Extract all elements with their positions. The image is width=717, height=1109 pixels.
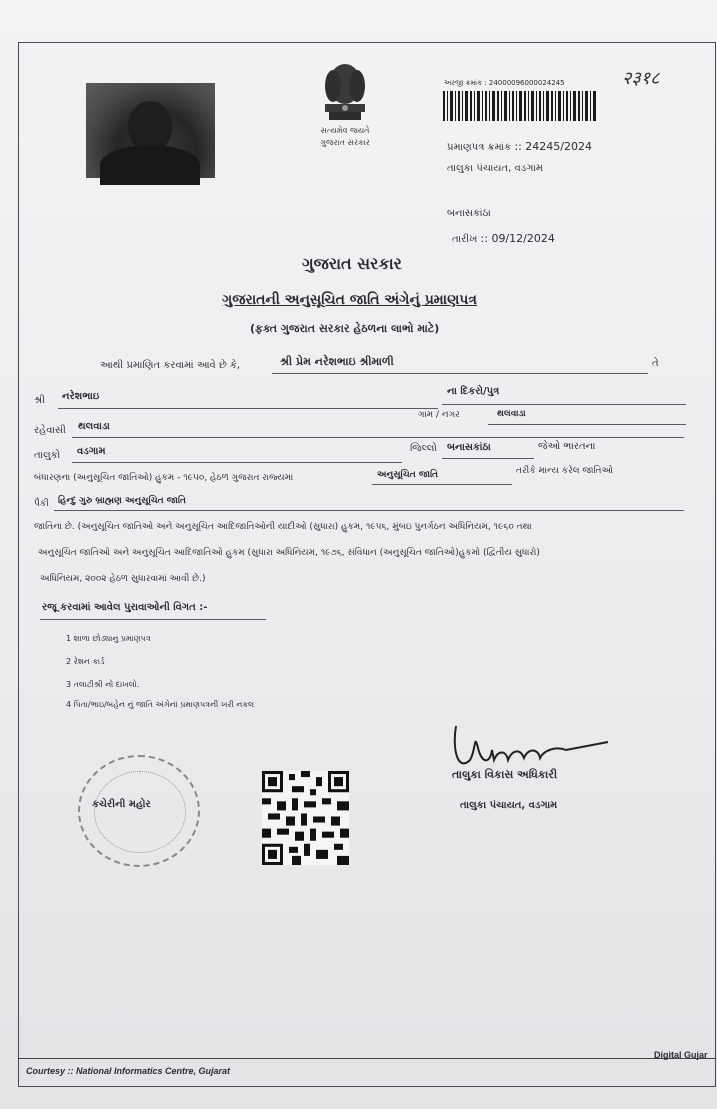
emblem-motto: સત્યમેવ જયતે — [320, 126, 370, 135]
constitution-text: બંધારણના (અનુસૂચિત જાતિઓ) હુકમ - ૧૯૫૦, હેઠળ ગુજરાત રાજ્યમાં — [34, 473, 294, 483]
sc-underline — [372, 484, 512, 485]
issue-date-label: તારીખ — [452, 234, 478, 245]
office-seal — [78, 755, 200, 867]
recognized-text: તરીકે માન્ય કરેલ જાતિઓ — [516, 466, 613, 476]
barcode-label: અરજી ક્રમાંક : 24000096000024245 — [444, 79, 565, 87]
father-underline — [58, 408, 438, 409]
officer-designation: તાલુકા વિકાસ અધિકારી — [452, 768, 558, 781]
certify-prefix: આથી પ્રમાણિત કરવામાં આવે છે કે, — [100, 360, 241, 371]
certificate-border — [18, 42, 716, 1087]
caste-prefix: પૈકી — [34, 499, 49, 509]
india-text: જેઓ ભારતના — [538, 441, 596, 452]
footer-divider — [18, 1058, 716, 1059]
applicant-photo — [86, 83, 215, 178]
certificate-title: ગુજરાતની અનુસૂચિત જાતિ અંગેનું પ્રમાણપત્ર — [222, 292, 478, 308]
office-seal-label: કચેરીની મહોર — [92, 799, 151, 810]
officer-office: તાલુકા પંચાયત, વડગામ — [460, 800, 558, 811]
legal-para-line-3: અધિનિયમ, ૨૦૦૨ હેઠળ સુધારવામાં આવી છે.) — [40, 574, 206, 584]
handwritten-serial: २३१८ — [622, 68, 660, 89]
taluka-value: વડગામ — [77, 446, 106, 457]
resident-underline — [72, 437, 684, 438]
govt-title: ગુજરાત સરકાર — [302, 254, 402, 273]
document-item: 3 તલાટીશ્રી નો દાખલો. — [66, 680, 140, 689]
document-item: 2 રેશન કાર્ડ — [66, 657, 105, 666]
barcode — [443, 91, 596, 121]
father-name: નરેશભાઇ — [62, 391, 100, 402]
documents-heading: રજૂ કરવામાં આવેલ પુરાવાઓની વિગત :- — [42, 602, 208, 613]
name-underline — [272, 373, 648, 374]
certificate-number-label: પ્રમાણપત્ર ક્રમાંક — [447, 142, 512, 153]
resident-label: રહેવાસી — [34, 425, 66, 436]
footer-digital: Digital Gujar — [654, 1050, 708, 1060]
taluka-label: તાલુકો — [34, 450, 61, 461]
taluka-underline — [72, 462, 402, 463]
issue-date-value: :: 09/12/2024 — [480, 232, 555, 245]
footer-courtesy: Courtesy :: National Informatics Centre, Gujarat — [26, 1066, 231, 1076]
certificate-number-value: :: 24245/2024 — [514, 140, 592, 153]
legal-para-line-1: જાતિના છે. (અનુસૂચિત જાતિઓ અને અનુસૂચિત આદિજાતિઓની યાદીઓ (સુધારા) હુકમ, ૧૯૫૬, મુંબઇ પુનર્ગઠન અધિનિયમ, ૧૯૬૦ તથા — [34, 522, 532, 532]
village-underline — [488, 424, 686, 425]
caste-value: હિન્દુ ગુરુ બ્રાહ્મણ અનુસૂચિત જાતિ — [58, 496, 186, 506]
district-value: બનાસકાંઠા — [447, 442, 491, 453]
district-underline — [442, 458, 534, 459]
son-daughter-label: ના દિકરો/પુત્ર — [447, 386, 500, 397]
shri-label: શ્રી — [34, 395, 46, 406]
header-district: બનાસકાંઠા — [447, 208, 491, 219]
header-office: તાલુકા પંચાયત, વડગામ — [447, 163, 543, 174]
legal-para-line-2: અનુસૂચિત જાતિઓ અને અનુસૂચિત આદિજાતિઓ હુકમ (સુધારા અધિનિયમ, ૧૯૭૬, સંવિધાન (અનુસૂચિત જાતિઓ)હુકમો (દ્વિતીય સુધારો) — [38, 548, 540, 558]
resident-value: થલવાડા — [78, 421, 110, 432]
village-value: થલવાડા — [497, 409, 526, 419]
son-underline — [442, 404, 686, 405]
person-name: શ્રી પ્રેમ નરેશભાઇ શ્રીમાળી — [280, 355, 394, 368]
ashoka-emblem-icon — [315, 60, 375, 124]
document-item: 4 પિતા/ભાઇ/બહેન નું જાતિ અંગેનાં પ્રમાણપત્રની ખરી નકલ — [66, 700, 255, 709]
issue-date — [452, 232, 555, 245]
certificate-subtitle: (ફક્ત ગુજરાત સરકાર હેઠળના લાભો માટે) — [250, 322, 440, 335]
te-text: તે — [652, 358, 659, 369]
village-label: ગામ / નગર — [418, 410, 460, 420]
qr-code — [262, 771, 349, 865]
district-label: જિલ્લો — [410, 443, 437, 454]
state-emblem — [302, 60, 388, 156]
document-item: 1 શાળા છોડ્યાનુ પ્રમાણપત્ર — [66, 634, 151, 643]
caste-underline — [54, 510, 684, 511]
documents-heading-underline — [40, 619, 266, 620]
sc-value: અનુસૂચિત જાતિ — [377, 470, 438, 480]
certificate-number — [447, 140, 592, 153]
emblem-govt-label: ગુજરાત સરકાર — [320, 138, 370, 147]
